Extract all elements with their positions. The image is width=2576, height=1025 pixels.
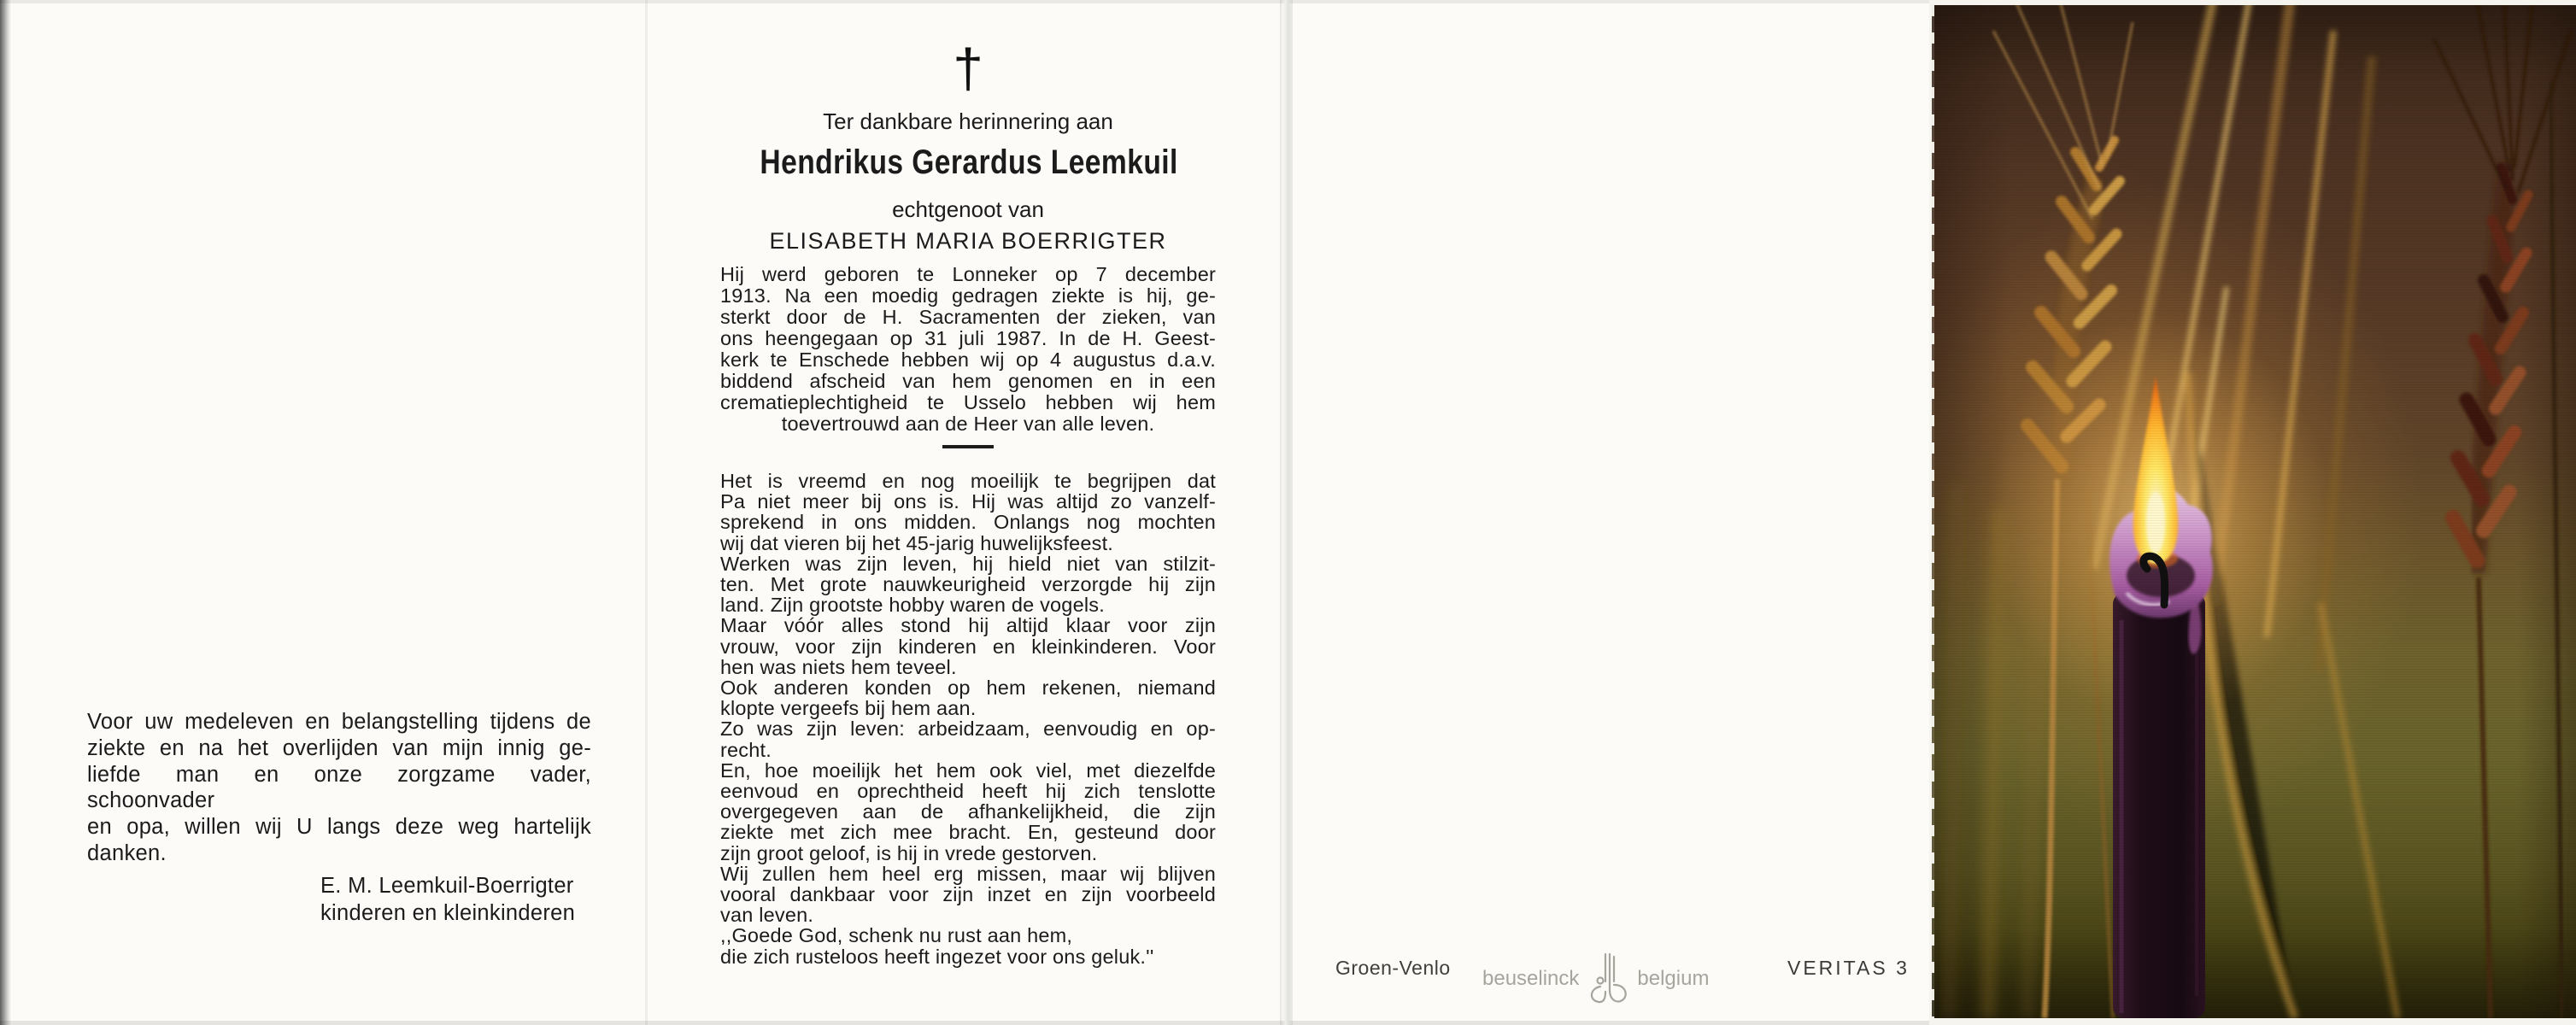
scan-edge-left	[0, 0, 11, 1025]
text-line: en opa, willen wij U langs deze weg hartelijk	[87, 815, 591, 840]
text-line: sprekend in ons midden. Onlangs nog mochten	[720, 511, 1216, 534]
scan-edge-bottom	[0, 1021, 1931, 1025]
text-line: ziekte met zich mee bracht. En, gesteund door	[720, 821, 1216, 844]
text-line: kerk te Enschede hebben wij op 4 augustus d.a.v.	[720, 348, 1216, 371]
text-line: vrouw, voor zijn kinderen en kleinkinderen. Voor	[720, 635, 1216, 658]
text-line: recht.	[720, 738, 772, 761]
text-line: 1913. Na een moedig gedragen ziekte is hij, ge-	[720, 284, 1216, 307]
fold-crease-left	[645, 0, 648, 1025]
signature-block	[320, 873, 602, 927]
text-line: crematieplechtigheid te Usselo hebben wij hem	[720, 391, 1216, 413]
text-line: zijn groot geloof, is hij in vrede gestorven.	[720, 841, 1098, 864]
text-line: ,,Goede God, schenk nu rust aan hem,	[720, 924, 1073, 947]
candle-wheat-photo	[1932, 5, 2576, 1018]
section-divider	[942, 445, 994, 448]
fold-crease-center	[1280, 0, 1293, 1025]
text-line: overgegeven aan de afhankelijkheid, die zijn	[720, 800, 1216, 823]
text-line: eenvoud en oprechtheid heeft hij zich tenslotte	[720, 780, 1216, 803]
signature-family: kinderen en kleinkinderen	[320, 900, 576, 925]
memorial-text-panel	[720, 0, 1216, 967]
photo-scan-texture	[1932, 5, 2576, 1018]
text-line: die zich rusteloos heeft ingezet voor ons geluk.''	[720, 945, 1154, 968]
signature-name: E. M. Leemkuil-Boerrigter	[320, 874, 574, 898]
text-line: land. Zijn grootste hobby waren de vogels.	[720, 594, 1105, 617]
text-line: klopte vergeefs bij hem aan.	[720, 697, 977, 720]
publisher-logo	[1482, 950, 1709, 1008]
text-line: Hij werd geboren te Lonneker op 7 december	[720, 263, 1216, 285]
memoriam-paragraph	[720, 471, 1216, 967]
thanks-paragraph	[87, 709, 591, 867]
text-line: toevertrouwd aan de Heer van alle leven.	[781, 413, 1155, 435]
text-line: liefde man en onze zorgzame vader, schoonvader	[87, 762, 591, 813]
photo-deckled-edge	[1932, 5, 1934, 1018]
text-line: biddend afscheid van hem genomen en in een	[720, 370, 1216, 392]
text-line: Voor uw medeleven en belangstelling tijdens de	[87, 710, 591, 734]
deceased-name: Hendrikus Gerardus Leemkuil	[760, 144, 1178, 181]
text-line: danken.	[87, 840, 167, 865]
text-line: Wij zullen hem heel erg missen, maar wij blijven	[720, 862, 1216, 885]
text-line: vooral dankbaar voor zijn inzet en zijn voorbeeld	[720, 883, 1216, 906]
text-line: sterkt door de H. Sacramenten der zieken, van	[720, 306, 1216, 328]
printer-credit: Groen-Venlo	[1335, 957, 1451, 979]
text-line: Ook anderen konden op hem rekenen, niemand	[720, 676, 1216, 700]
series-number: VERITAS 3	[1787, 957, 1910, 979]
text-line: hen was niets hem teveel.	[720, 655, 957, 678]
cross-icon: †	[953, 38, 983, 99]
spouse-name: ELISABETH MARIA BOERRIGTER	[769, 228, 1167, 254]
text-line: ons heengegaan op 31 juli 1987. In de H. Geest-	[720, 327, 1216, 349]
text-line: Pa niet meer bij ons is. Hij was altijd zo vanzelf-	[720, 490, 1216, 513]
publisher-monogram-icon	[1585, 952, 1631, 1005]
publisher-name-right: belgium	[1637, 967, 1710, 990]
text-line: Maar vóór alles stond hij altijd klaar voor zijn	[720, 614, 1216, 637]
biography-paragraph	[720, 264, 1216, 435]
text-line: wij dat vieren bij het 45-jarig huwelijksfeest.	[720, 531, 1114, 554]
text-line: van leven.	[720, 904, 814, 927]
text-line: Werken was zijn leven, hij hield niet van stilzit-	[720, 552, 1216, 575]
relation-line: echtgenoot van	[892, 196, 1044, 222]
text-line: Het is vreemd en nog moeilijk te begrijpen dat	[720, 470, 1216, 492]
publisher-name-left: beuselinck	[1482, 967, 1580, 990]
text-line: Zo was zijn leven: arbeidzaam, eenvoudig en op-	[720, 718, 1216, 741]
text-line: ziekte en na het overlijden van mijn innig ge-	[87, 735, 591, 760]
text-line: ten. Met grote nauwkeurigheid verzorgde hij zijn	[720, 573, 1216, 596]
photo-panel	[1929, 0, 2576, 1025]
text-line: En, hoe moeilijk het hem ook viel, met diezelfde	[720, 758, 1216, 782]
intro-line: Ter dankbare herinnering aan	[823, 108, 1113, 134]
